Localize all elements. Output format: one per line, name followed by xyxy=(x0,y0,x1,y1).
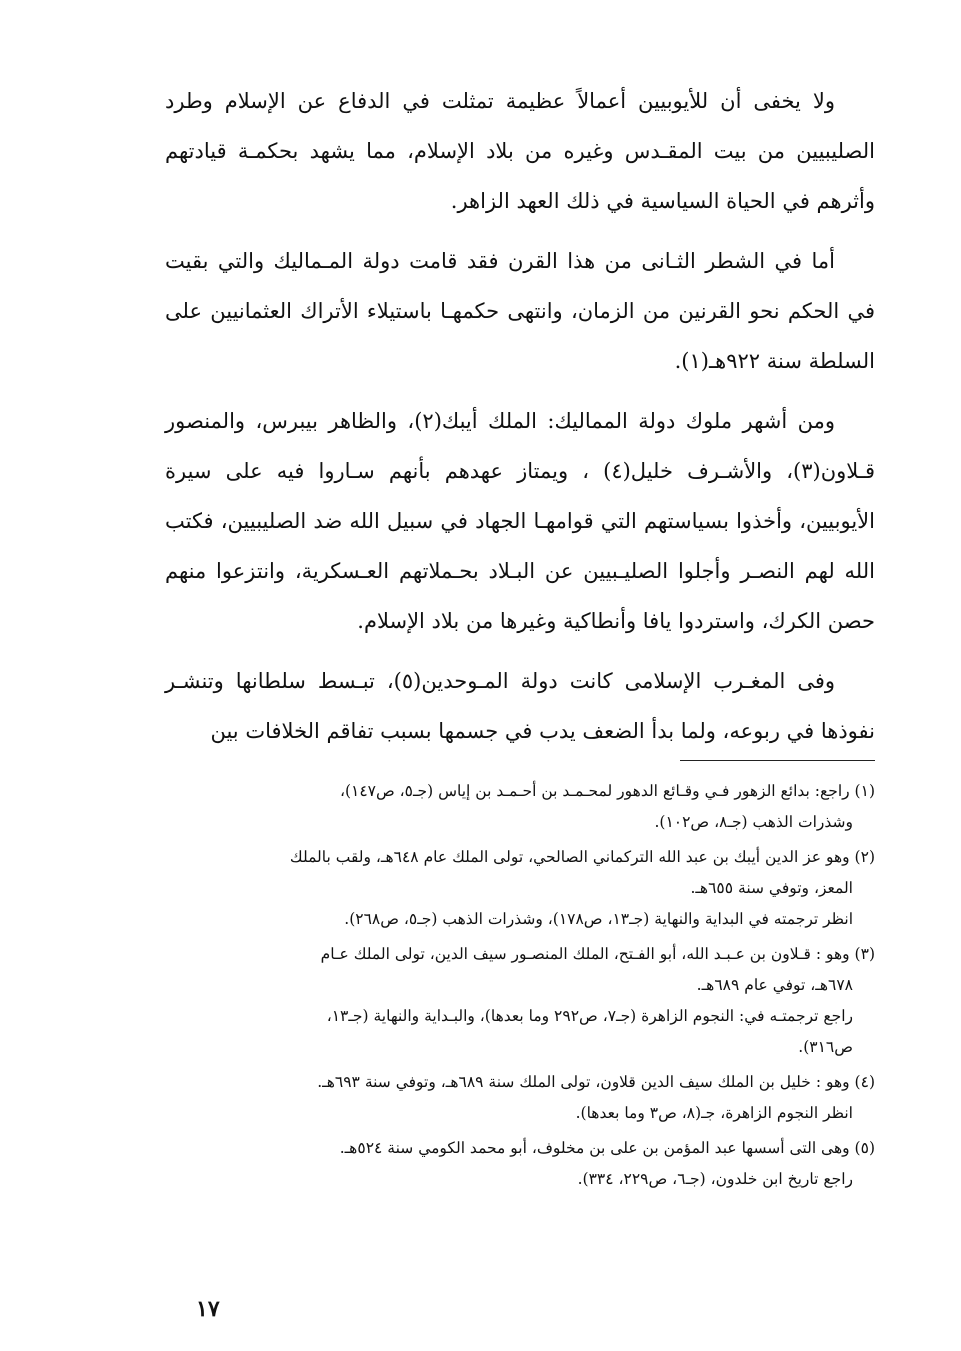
footnote-line: انظر ترجمته في البداية والنهاية (جـ١٣، ص١٧٨)، وشذرات الذهب (جـ٥، ص٢٦٨). xyxy=(344,910,853,928)
footnote-2 xyxy=(165,842,875,935)
page-number: ١٧ xyxy=(196,1296,220,1322)
footnote-line: (٥) وهى التى أسسها عبد المؤمن بن على بن مخلوف، أبو محمد الكومي سنة ٥٢٤هـ. xyxy=(339,1139,875,1157)
footnote-5 xyxy=(165,1133,875,1195)
footnote-line: ٦٧٨هـ، توفي عام ٦٨٩هـ. xyxy=(696,976,853,994)
footnote-3 xyxy=(165,939,875,1063)
footnote-line: (١) راجع: بدائع الزهور فـي وقـائع الدهور لمحـمـد بن أحـمـد بن إياس (جـ٥، ص١٤٧)، xyxy=(339,782,875,800)
footnotes xyxy=(165,776,875,1199)
main-text xyxy=(165,76,875,766)
footnote-line: (٤) وهو : خليل بن الملك سيف الدين قلاون، تولى الملك سنة ٦٨٩هـ، وتوفي سنة ٦٩٣هـ. xyxy=(317,1073,875,1091)
footnote-separator xyxy=(680,760,875,761)
footnote-line: انظر النجوم الزاهرة، جـ(٨، ص٣ وما بعدها). xyxy=(575,1104,853,1122)
footnote-4 xyxy=(165,1067,875,1129)
paragraph-4: وفى المغـرب الإسلامى كانت دولة المـوحدين(٥)، تبـسط سلطانها وتنشـر نفوذها في ربوعه، ولما بدأ الضعف يدب في جسمها بسبب تفاقم الخلافات بين xyxy=(165,669,875,743)
footnote-line: وشذرات الذهب (جـ٨، ص١٠٢). xyxy=(654,813,853,831)
paragraph-2: أما في الشطر الثـانى من هذا القرن فقد قامت دولة المـماليك والتي بقيت في الحكم نحو القرنين من الزمان، وانتهى حكمهـا باستيلاء الأتراك العثمانيين على السلطة سنة ٩٢٢هـ(١). xyxy=(165,249,875,373)
footnote-line: المعز، وتوفي سنة ٦٥٥هـ. xyxy=(690,879,853,897)
paragraph-3: ومن أشهر ملوك دولة المماليك: الملك أيبك(٢)، والظاهر بيبرس، والمنصور قـلاون(٣)، والأشـرف خليل(٤) ، ويمتاز عهدهم بأنهم سـاروا فيه على سيرة الأيوبيين، وأخذوا بسياستهم التي قوامهـا الجهاد في سبيل الله ضد الصليبيين، فكتب الله لهم النصـر وأجلوا الصليـبيين عن البـلاد بحـملاتهم العـسكرية، وانتزعوا منهم حصن الكرك، واستردوا يافا وأنطاكية وغيرها من بلاد الإسلام. xyxy=(165,409,875,633)
footnote-line: (٣) وهو : قـلاون بن عـبـد الله، أبو الفـتح، الملك المنصـور سيف الدين، تولى الملك عـام xyxy=(320,945,875,963)
footnote-1 xyxy=(165,776,875,838)
footnote-line: (٢) وهو عز الدين أيبك بن عبد الله التركماني الصالحي، تولى الملك عام ٦٤٨هـ، ولقب بالملك xyxy=(289,848,875,866)
footnote-line: راجع ترجمتـه في: النجوم الزاهرة (جـ٧، ص٢٩٢ وما بعدها)، والبـداية والنهاية (جـ١٣، xyxy=(326,1007,853,1025)
footnote-line: راجع تاريخ ابن خلدون، (جـ٦، ص٢٢٩، ٣٣٤). xyxy=(577,1170,853,1188)
paragraph-1: ولا يخفى أن للأيوبيين أعمالاً عظيمة تمثلت في الدفاع عن الإسلام وطرد الصليبيين من بيت المقـدس وغيره من بلاد الإسلام، مما يشهد بحكمـة قيادتهم وأثرهم في الحياة السياسية في ذلك العهد الزاهر. xyxy=(165,89,875,213)
footnote-line: ص٣١٦). xyxy=(798,1038,853,1056)
